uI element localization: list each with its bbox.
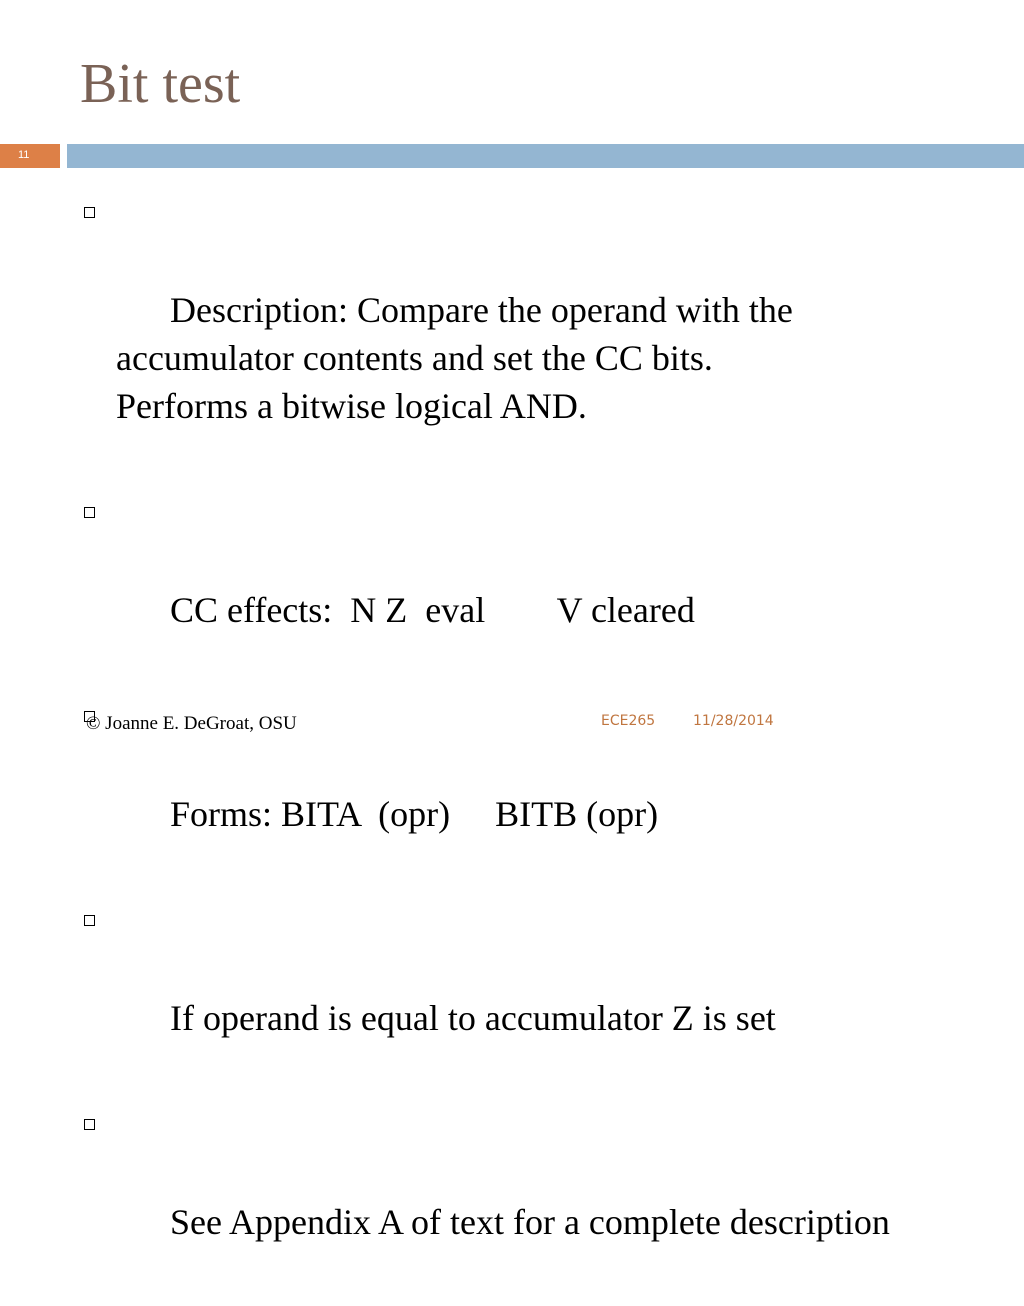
title-accent-bar xyxy=(67,144,1024,168)
bullet-item-description xyxy=(84,190,984,478)
bullet-item-appendix xyxy=(84,1102,984,1294)
bullet-text: If operand is equal to accumulator Z is set xyxy=(170,998,776,1038)
square-bullet-icon xyxy=(84,207,95,218)
bullet-list xyxy=(84,190,984,1306)
footer-course: ECE265 xyxy=(601,713,656,729)
bullet-text: See Appendix A of text for a complete description xyxy=(170,1202,890,1242)
bullet-text: CC effects: N Z eval V cleared xyxy=(170,590,695,630)
slide-title: Bit test xyxy=(80,53,241,115)
square-bullet-icon xyxy=(84,1119,95,1130)
bullet-text: Description: Compare the operand with the accumulator contents and set the CC bits. Performs a bitwise logical AND. xyxy=(116,290,793,426)
slide-number: 11 xyxy=(18,149,30,161)
bullet-item-z-flag xyxy=(84,898,984,1090)
footer-copyright: © Joanne E. DeGroat, OSU xyxy=(86,713,297,734)
footer-date: 11/28/2014 xyxy=(693,713,774,729)
square-bullet-icon xyxy=(84,507,95,518)
slide-number-box xyxy=(0,144,60,168)
bullet-text: Forms: BITA (opr) BITB (opr) xyxy=(170,794,659,834)
square-bullet-icon xyxy=(84,915,95,926)
bullet-item-cc-effects xyxy=(84,490,984,682)
